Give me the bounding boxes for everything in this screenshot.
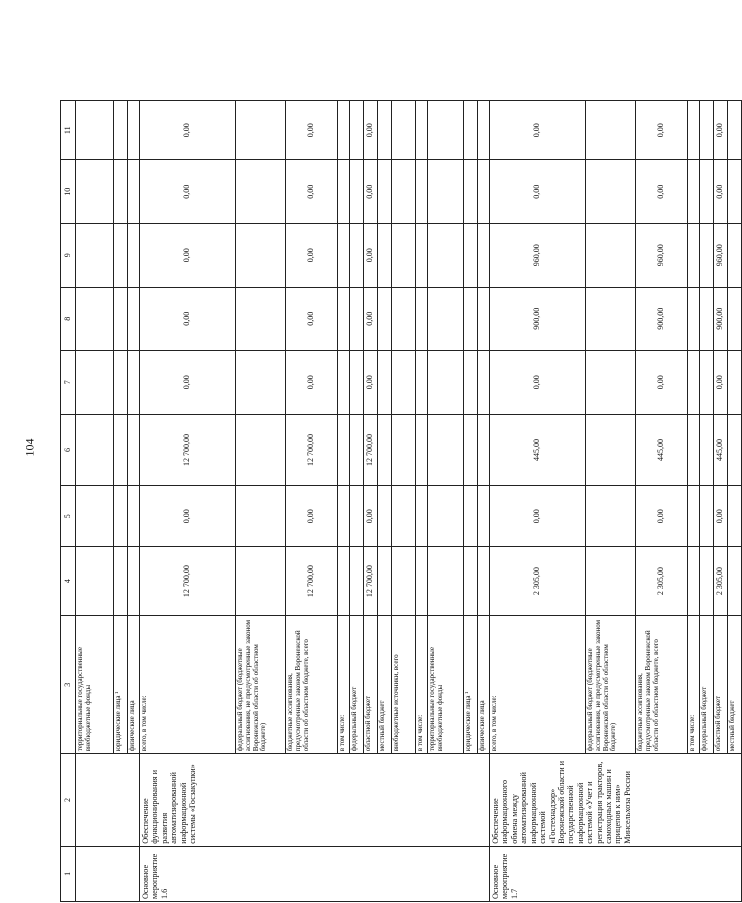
value-cell: 960,00 <box>714 224 728 288</box>
value-cell <box>478 287 490 351</box>
value-cell <box>728 160 742 224</box>
value-cell: 0,00 <box>364 101 378 160</box>
value-cell <box>338 160 350 224</box>
value-cell <box>428 547 464 616</box>
value-cell: 12 700,00 <box>364 547 378 616</box>
value-cell <box>76 287 114 351</box>
value-cell <box>236 547 286 616</box>
funding-source-cell: территориальные государственные внебюджетные фонды <box>428 616 464 754</box>
value-cell <box>236 414 286 486</box>
value-cell <box>114 351 128 415</box>
value-cell <box>586 287 636 351</box>
value-cell: 0,00 <box>490 486 586 547</box>
value-cell <box>728 101 742 160</box>
value-cell <box>392 486 416 547</box>
header-cell: 1 <box>61 846 76 901</box>
value-cell <box>464 160 478 224</box>
value-cell <box>728 224 742 288</box>
value-cell <box>586 414 636 486</box>
value-cell: 0,00 <box>286 160 338 224</box>
value-cell: 0,00 <box>364 224 378 288</box>
value-cell: 0,00 <box>490 351 586 415</box>
value-cell: 2 305,00 <box>714 547 728 616</box>
header-cell: 5 <box>61 486 76 547</box>
value-cell <box>688 414 700 486</box>
value-cell <box>114 224 128 288</box>
value-cell <box>350 224 364 288</box>
value-cell <box>428 101 464 160</box>
value-cell: 0,00 <box>636 486 688 547</box>
value-cell <box>114 547 128 616</box>
value-cell <box>114 101 128 160</box>
value-cell <box>236 351 286 415</box>
value-cell <box>236 160 286 224</box>
value-cell: 12 700,00 <box>364 414 378 486</box>
header-cell: 3 <box>61 616 76 754</box>
value-cell <box>700 414 714 486</box>
budget-table-rotated <box>60 100 736 902</box>
value-cell <box>392 351 416 415</box>
value-cell <box>338 414 350 486</box>
budget-table <box>60 100 742 902</box>
value-cell: 0,00 <box>714 486 728 547</box>
value-cell: 0,00 <box>140 287 236 351</box>
funding-source-cell: федеральный бюджет (бюджетные ассигнования, не предусмотренные законом Воронежской области об областном бюджете) <box>586 616 636 754</box>
value-cell <box>236 101 286 160</box>
value-cell: 0,00 <box>490 101 586 160</box>
table-row <box>490 101 586 902</box>
funding-source-cell: областной бюджет <box>714 616 728 754</box>
value-cell: 900,00 <box>490 287 586 351</box>
value-cell <box>350 287 364 351</box>
value-cell <box>236 287 286 351</box>
value-cell <box>478 224 490 288</box>
value-cell: 0,00 <box>286 486 338 547</box>
header-cell: 2 <box>61 754 76 847</box>
value-cell: 960,00 <box>490 224 586 288</box>
value-cell <box>700 547 714 616</box>
value-cell: 2 305,00 <box>490 547 586 616</box>
funding-source-cell: юридические лица ¹ <box>114 616 128 754</box>
value-cell <box>76 224 114 288</box>
header-cell: 9 <box>61 224 76 288</box>
value-cell: 0,00 <box>140 486 236 547</box>
funding-source-cell: физические лица <box>478 616 490 754</box>
page-number: 104 <box>22 438 37 457</box>
value-cell <box>338 101 350 160</box>
value-cell <box>478 351 490 415</box>
value-cell <box>688 351 700 415</box>
value-cell <box>428 287 464 351</box>
value-cell <box>700 287 714 351</box>
value-cell <box>350 351 364 415</box>
value-cell: 960,00 <box>636 224 688 288</box>
funding-source-cell: федеральный бюджет <box>700 616 714 754</box>
funding-source-cell: бюджетные ассигнования, предусмотренные законом Воронежской области об областном бюджете, всего <box>286 616 338 754</box>
value-cell <box>464 224 478 288</box>
value-cell <box>428 224 464 288</box>
value-cell <box>392 160 416 224</box>
value-cell <box>700 101 714 160</box>
value-cell <box>728 486 742 547</box>
value-cell <box>128 486 140 547</box>
value-cell <box>416 224 428 288</box>
value-cell <box>76 486 114 547</box>
value-cell: 0,00 <box>286 351 338 415</box>
value-cell <box>586 160 636 224</box>
value-cell <box>478 101 490 160</box>
value-cell <box>128 547 140 616</box>
value-cell <box>236 224 286 288</box>
value-cell: 12 700,00 <box>140 414 236 486</box>
value-cell <box>700 486 714 547</box>
header-cell: 7 <box>61 351 76 415</box>
funding-source-cell: федеральный бюджет (бюджетные ассигнования, не предусмотренные законом Воронежской области об областном бюджете) <box>236 616 286 754</box>
value-cell <box>128 414 140 486</box>
value-cell: 445,00 <box>636 414 688 486</box>
value-cell <box>416 351 428 415</box>
value-cell <box>728 547 742 616</box>
value-cell: 0,00 <box>714 351 728 415</box>
measure-code-cell: Основное мероприятие 1.6 <box>140 846 490 901</box>
value-cell <box>378 414 392 486</box>
value-cell <box>428 160 464 224</box>
header-row <box>61 101 76 902</box>
value-cell: 0,00 <box>636 351 688 415</box>
value-cell <box>392 101 416 160</box>
value-cell <box>586 547 636 616</box>
header-cell: 6 <box>61 414 76 486</box>
value-cell <box>416 160 428 224</box>
value-cell <box>688 547 700 616</box>
value-cell <box>700 224 714 288</box>
value-cell <box>416 486 428 547</box>
value-cell <box>586 351 636 415</box>
value-cell: 0,00 <box>140 160 236 224</box>
value-cell <box>378 547 392 616</box>
value-cell <box>478 547 490 616</box>
value-cell <box>728 414 742 486</box>
value-cell <box>128 224 140 288</box>
value-cell <box>728 351 742 415</box>
value-cell: 900,00 <box>636 287 688 351</box>
value-cell <box>128 287 140 351</box>
header-cell: 8 <box>61 287 76 351</box>
funding-source-cell: физические лица <box>128 616 140 754</box>
measure-title-cell: Обеспечение информационного обмена между автоматизированной информационной системой «Гостехнадзор» Воронежской области и государственной информационной системой «Учет и регистрация тракторов, самоходных машин и прицепов к ним» Минсельхоза России <box>490 754 742 847</box>
value-cell: 0,00 <box>286 287 338 351</box>
value-cell: 12 700,00 <box>286 414 338 486</box>
measure-title-cell <box>76 754 140 847</box>
value-cell <box>416 101 428 160</box>
value-cell <box>464 101 478 160</box>
value-cell <box>338 547 350 616</box>
value-cell <box>378 160 392 224</box>
measure-code-cell: Основное мероприятие 1.7 <box>490 846 742 901</box>
value-cell <box>338 486 350 547</box>
value-cell <box>392 224 416 288</box>
value-cell <box>350 486 364 547</box>
funding-source-cell: в том числе: <box>338 616 350 754</box>
value-cell: 445,00 <box>490 414 586 486</box>
funding-source-cell: местный бюджет <box>728 616 742 754</box>
value-cell <box>338 287 350 351</box>
funding-source-cell: федеральный бюджет <box>350 616 364 754</box>
funding-source-cell: внебюджетные источники, всего <box>392 616 416 754</box>
value-cell <box>416 547 428 616</box>
value-cell <box>236 486 286 547</box>
value-cell <box>464 414 478 486</box>
funding-source-cell: в том числе: <box>416 616 428 754</box>
value-cell <box>688 160 700 224</box>
value-cell <box>76 351 114 415</box>
value-cell <box>76 547 114 616</box>
value-cell <box>128 160 140 224</box>
value-cell <box>114 287 128 351</box>
header-cell: 10 <box>61 160 76 224</box>
measure-title-cell: Обеспечение функционирования и развития автоматизированной информационной системы «Госзакупки» <box>140 754 490 847</box>
value-cell <box>700 351 714 415</box>
funding-source-cell: местный бюджет <box>378 616 392 754</box>
value-cell <box>76 160 114 224</box>
value-cell <box>350 547 364 616</box>
value-cell <box>428 351 464 415</box>
value-cell <box>586 101 636 160</box>
value-cell <box>338 224 350 288</box>
value-cell <box>76 414 114 486</box>
value-cell <box>586 224 636 288</box>
value-cell <box>392 547 416 616</box>
value-cell <box>378 101 392 160</box>
funding-source-cell: всего, в том числе: <box>140 616 236 754</box>
value-cell <box>416 287 428 351</box>
value-cell <box>428 414 464 486</box>
value-cell <box>392 414 416 486</box>
value-cell: 0,00 <box>140 351 236 415</box>
value-cell <box>350 414 364 486</box>
value-cell: 0,00 <box>286 224 338 288</box>
value-cell <box>378 287 392 351</box>
value-cell <box>464 486 478 547</box>
value-cell: 0,00 <box>364 160 378 224</box>
value-cell <box>378 351 392 415</box>
value-cell <box>392 287 416 351</box>
value-cell <box>114 414 128 486</box>
funding-source-cell: бюджетные ассигнования, предусмотренные законом Воронежской области об областном бюджете, всего <box>636 616 688 754</box>
value-cell <box>338 351 350 415</box>
value-cell <box>586 486 636 547</box>
funding-source-cell: в том числе: <box>688 616 700 754</box>
value-cell: 0,00 <box>364 351 378 415</box>
funding-source-cell: всего, в том числе: <box>490 616 586 754</box>
measure-code-cell <box>76 846 140 901</box>
value-cell <box>464 287 478 351</box>
header-cell: 11 <box>61 101 76 160</box>
value-cell: 0,00 <box>140 101 236 160</box>
table-row <box>76 101 114 902</box>
value-cell <box>478 414 490 486</box>
value-cell <box>428 486 464 547</box>
value-cell <box>688 224 700 288</box>
value-cell <box>464 547 478 616</box>
value-cell: 0,00 <box>714 160 728 224</box>
value-cell: 0,00 <box>286 101 338 160</box>
value-cell: 0,00 <box>364 287 378 351</box>
value-cell: 0,00 <box>364 486 378 547</box>
value-cell <box>114 160 128 224</box>
value-cell <box>128 351 140 415</box>
value-cell <box>478 486 490 547</box>
header-cell: 4 <box>61 547 76 616</box>
table-row <box>140 101 236 902</box>
value-cell <box>688 101 700 160</box>
value-cell <box>114 486 128 547</box>
value-cell <box>700 160 714 224</box>
value-cell: 0,00 <box>636 160 688 224</box>
value-cell: 12 700,00 <box>286 547 338 616</box>
value-cell <box>688 287 700 351</box>
funding-source-cell: территориальные государственные внебюджетные фонды <box>76 616 114 754</box>
value-cell <box>378 486 392 547</box>
funding-source-cell: юридические лица ¹ <box>464 616 478 754</box>
funding-source-cell: областной бюджет <box>364 616 378 754</box>
value-cell <box>416 414 428 486</box>
value-cell <box>350 101 364 160</box>
value-cell <box>350 160 364 224</box>
value-cell: 2 305,00 <box>636 547 688 616</box>
value-cell: 0,00 <box>140 224 236 288</box>
value-cell <box>378 224 392 288</box>
value-cell: 445,00 <box>714 414 728 486</box>
value-cell: 0,00 <box>636 101 688 160</box>
value-cell: 0,00 <box>490 160 586 224</box>
value-cell <box>464 351 478 415</box>
value-cell <box>728 287 742 351</box>
value-cell: 0,00 <box>714 101 728 160</box>
value-cell <box>478 160 490 224</box>
value-cell <box>128 101 140 160</box>
value-cell: 900,00 <box>714 287 728 351</box>
value-cell <box>76 101 114 160</box>
value-cell <box>688 486 700 547</box>
value-cell: 12 700,00 <box>140 547 236 616</box>
